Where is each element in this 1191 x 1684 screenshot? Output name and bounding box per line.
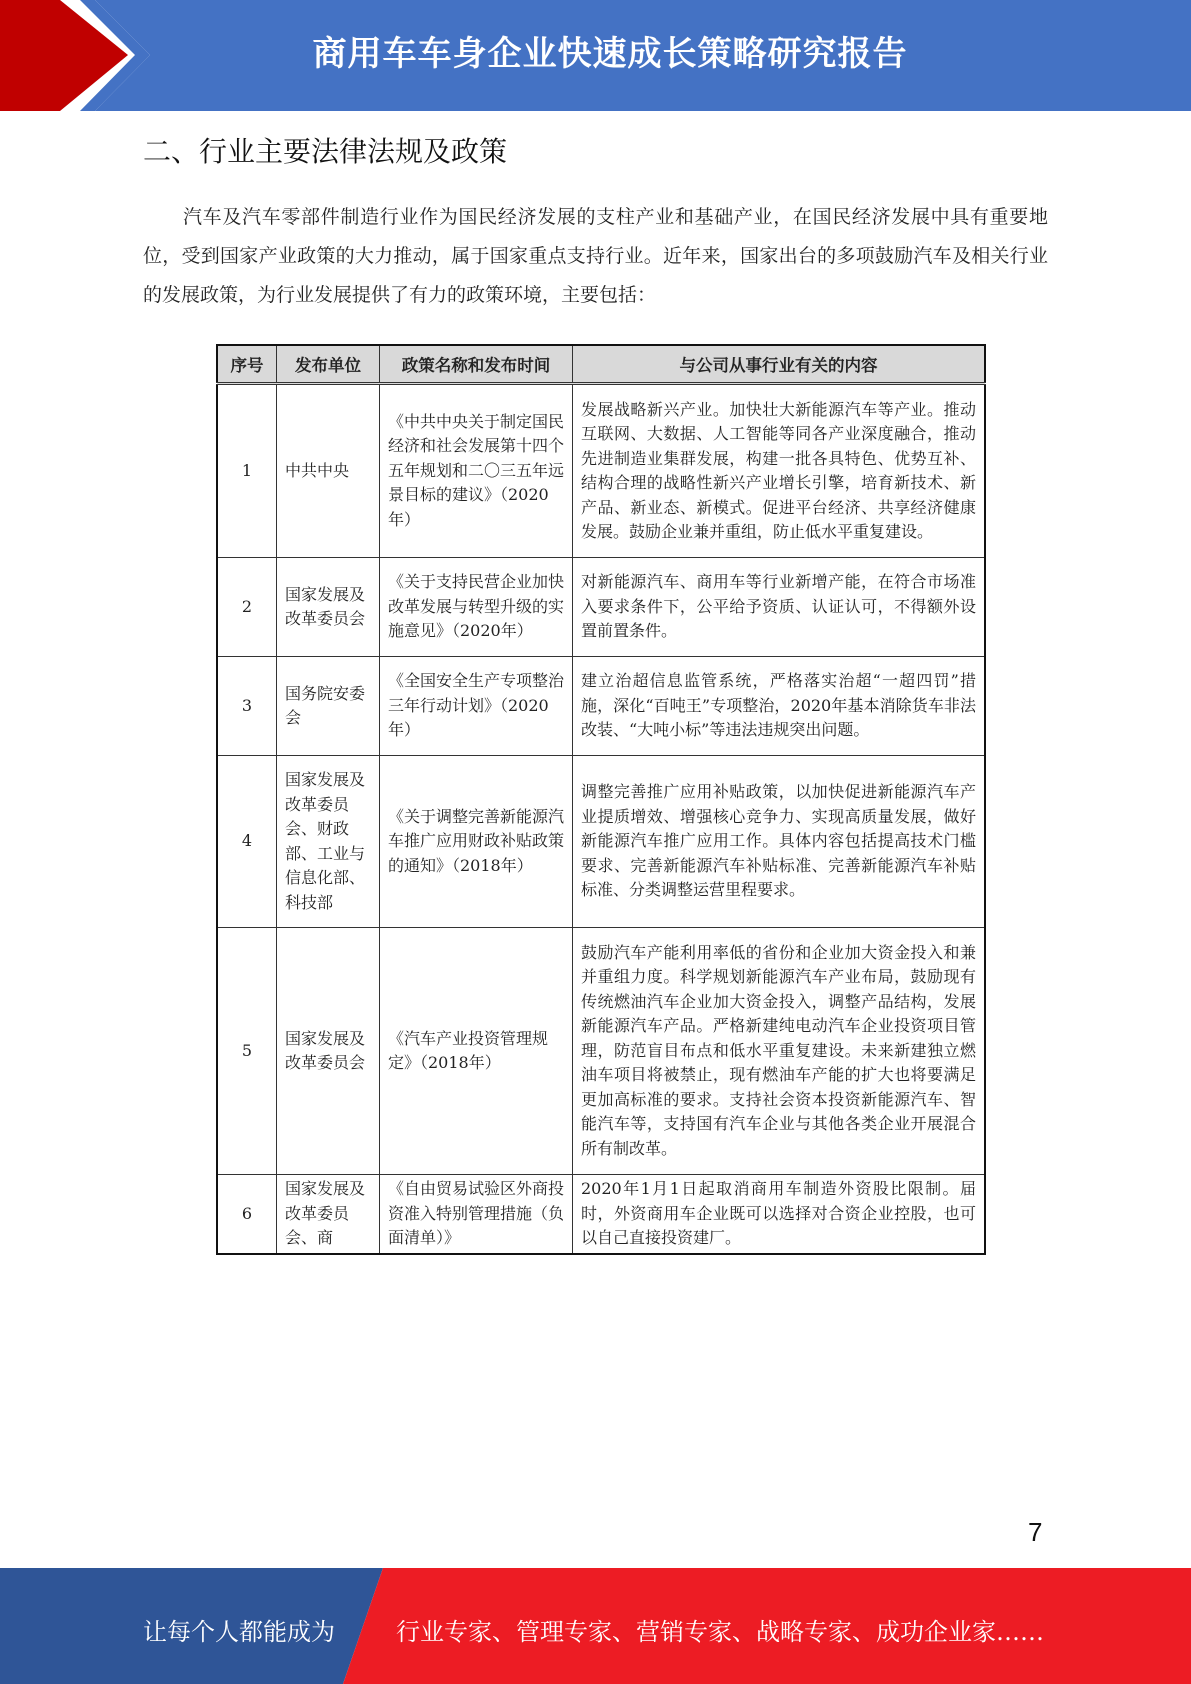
table-row	[217, 657, 985, 756]
row-name: 《全国安全生产专项整治三年行动计划》（2020年）	[380, 657, 573, 756]
row-org: 国家发展及改革委员会、商	[277, 1175, 380, 1254]
row-content: 建立治超信息监管系统，严格落实治超“一超四罚”措施，深化“百吨王”专项整治，2020年基本消除货车非法改装、“大吨小标”等违法违规突出问题。	[573, 657, 986, 756]
row-content: 2020年1月1日起取消商用车制造外资股比限制。届时，外资商用车企业既可以选择对合资企业控股，也可以自己直接投资建厂。	[573, 1175, 986, 1254]
row-no: 2	[217, 558, 277, 657]
header-arrow-graphic	[0, 0, 160, 111]
table-row	[217, 928, 985, 1175]
row-org: 中共中央	[277, 384, 380, 558]
table-row	[217, 1175, 985, 1254]
row-name: 《关于调整完善新能源汽车推广应用财政补贴政策的通知》（2018年）	[380, 756, 573, 928]
row-org: 国务院安委会	[277, 657, 380, 756]
row-no: 6	[217, 1175, 277, 1254]
row-no: 5	[217, 928, 277, 1175]
header-name: 政策名称和发布时间	[380, 345, 573, 384]
table-row	[217, 384, 985, 558]
report-title: 商用车车身企业快速成长策略研究报告	[312, 34, 908, 74]
table-row	[217, 756, 985, 928]
header-org: 发布单位	[277, 345, 380, 384]
intro-paragraph: 汽车及汽车零部件制造行业作为国民经济发展的支柱产业和基础产业，在国民经济发展中具有重要地位，受到国家产业政策的大力推动，属于国家重点支持行业。近年来，国家出台的多项鼓励汽车及相关行业的发展政策，为行业发展提供了有力的政策环境，主要包括：	[143, 206, 1048, 306]
row-content: 调整完善推广应用补贴政策，以加快促进新能源汽车产业提质增效、增强核心竞争力、实现高质量发展，做好新能源汽车推广应用工作。具体内容包括提高技术门槛要求、完善新能源汽车补贴标准、完善新能源汽车补贴标准、分类调整运营里程要求。	[573, 756, 986, 928]
section-heading: 二、行业主要法律法规及政策	[143, 135, 508, 168]
row-name: 《关于支持民营企业加快改革发展与转型升级的实施意见》（2020年）	[380, 558, 573, 657]
row-name: 《自由贸易试验区外商投资准入特别管理措施（负面清单）》	[380, 1175, 573, 1254]
row-no: 3	[217, 657, 277, 756]
footer-tagline: 行业专家、管理专家、营销专家、战略专家、成功企业家……	[396, 1618, 1044, 1646]
table-row	[217, 558, 985, 657]
row-content: 对新能源汽车、商用车等行业新增产能，在符合市场准入要求条件下，公平给予资质、认证认可，不得额外设置前置条件。	[573, 558, 986, 657]
row-org: 国家发展及改革委员会	[277, 558, 380, 657]
row-name: 《中共中央关于制定国民经济和社会发展第十四个五年规划和二〇三五年远景目标的建议》（2020年）	[380, 384, 573, 558]
footer-lead-text: 让每个人都能成为	[143, 1618, 335, 1646]
policy-table	[216, 344, 986, 1255]
page-header	[0, 0, 1191, 111]
row-no: 4	[217, 756, 277, 928]
row-content: 鼓励汽车产能利用率低的省份和企业加大资金投入和兼并重组力度。科学规划新能源汽车产业布局，鼓励现有传统燃油汽车企业加大资金投入，调整产品结构，发展新能源汽车产品。严格新建纯电动汽车企业投资项目管理，防范盲目布点和低水平重复建设。未来新建独立燃油车项目将被禁止，现有燃油车产能的扩大也将要满足更加高标准的要求。支持社会资本投资新能源汽车、智能汽车等，支持国有汽车企业与其他各类企业开展混合所有制改革。	[573, 928, 986, 1175]
table-header-row	[217, 345, 985, 384]
row-org: 国家发展及改革委员会、财政部、工业与信息化部、科技部	[277, 756, 380, 928]
page-number: 7	[1028, 1517, 1043, 1547]
row-no: 1	[217, 384, 277, 558]
header-no: 序号	[217, 345, 277, 384]
row-org: 国家发展及改革委员会	[277, 928, 380, 1175]
row-name: 《汽车产业投资管理规定》（2018年）	[380, 928, 573, 1175]
header-content: 与公司从事行业有关的内容	[573, 345, 986, 384]
row-content: 发展战略新兴产业。加快壮大新能源汽车等产业。推动互联网、大数据、人工智能等同各产业深度融合，推动先进制造业集群发展，构建一批各具特色、优势互补、结构合理的战略性新兴产业增长引擎，培育新技术、新产品、新业态、新模式。促进平台经济、共享经济健康发展。鼓励企业兼并重组，防止低水平重复建设。	[573, 384, 986, 558]
